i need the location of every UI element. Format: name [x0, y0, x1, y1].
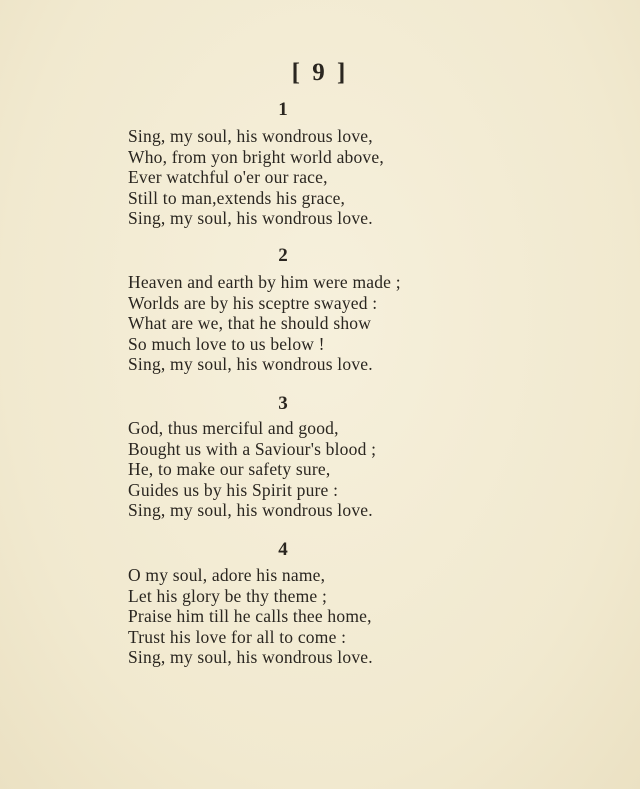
stanza-2-line-3: What are we, that he should show [128, 313, 372, 333]
stanza-number-4: 4 [278, 539, 288, 560]
stanza-2 [128, 272, 468, 375]
stanza-3-line-5: Sing, my soul, his wondrous love. [128, 500, 373, 520]
stanza-3-line-2: Bought us with a Saviour's blood ; [128, 438, 377, 459]
stanza-1-line-5: Sing, my soul, his wondrous love. [128, 208, 373, 228]
stanza-1 [128, 126, 468, 229]
stanza-2-line-2: Worlds are by his sceptre swayed : [128, 292, 378, 313]
stanza-4-line-4: Trust his love for all to come : [128, 626, 347, 647]
stanza-1-line-1: Sing, my soul, his wondrous love, [128, 126, 373, 146]
stanza-3-line-4: Guides us by his Spirit pure : [128, 479, 339, 500]
stanza-2-line-1: Heaven and earth by him were made ; [128, 272, 401, 292]
stanza-number-3: 3 [278, 393, 288, 414]
stanza-1-line-3: Ever watchful o'er our race, [128, 167, 328, 187]
page-number: [ 9 ] [291, 59, 349, 86]
stanza-4-line-2: Let his glory be thy theme ; [128, 585, 328, 606]
stanza-4 [128, 565, 468, 668]
stanza-3-line-3: He, to make our safety sure, [128, 459, 331, 479]
stanza-4-line-3: Praise him till he calls thee home, [128, 606, 372, 626]
stanza-number-2: 2 [278, 245, 288, 266]
stanza-3 [128, 418, 468, 521]
stanza-1-line-2: Who, from yon bright world above, [128, 146, 384, 167]
stanza-4-line-5: Sing, my soul, his wondrous love. [128, 647, 373, 667]
stanza-1-line-4: Still to man,extends his grace, [128, 187, 346, 208]
stanza-number-1: 1 [278, 99, 288, 120]
stanza-2-line-5: Sing, my soul, his wondrous love. [128, 354, 373, 374]
stanza-2-line-4: So much love to us below ! [128, 333, 325, 354]
stanza-4-line-1: O my soul, adore his name, [128, 565, 326, 585]
stanza-3-line-1: God, thus merciful and good, [128, 418, 339, 438]
